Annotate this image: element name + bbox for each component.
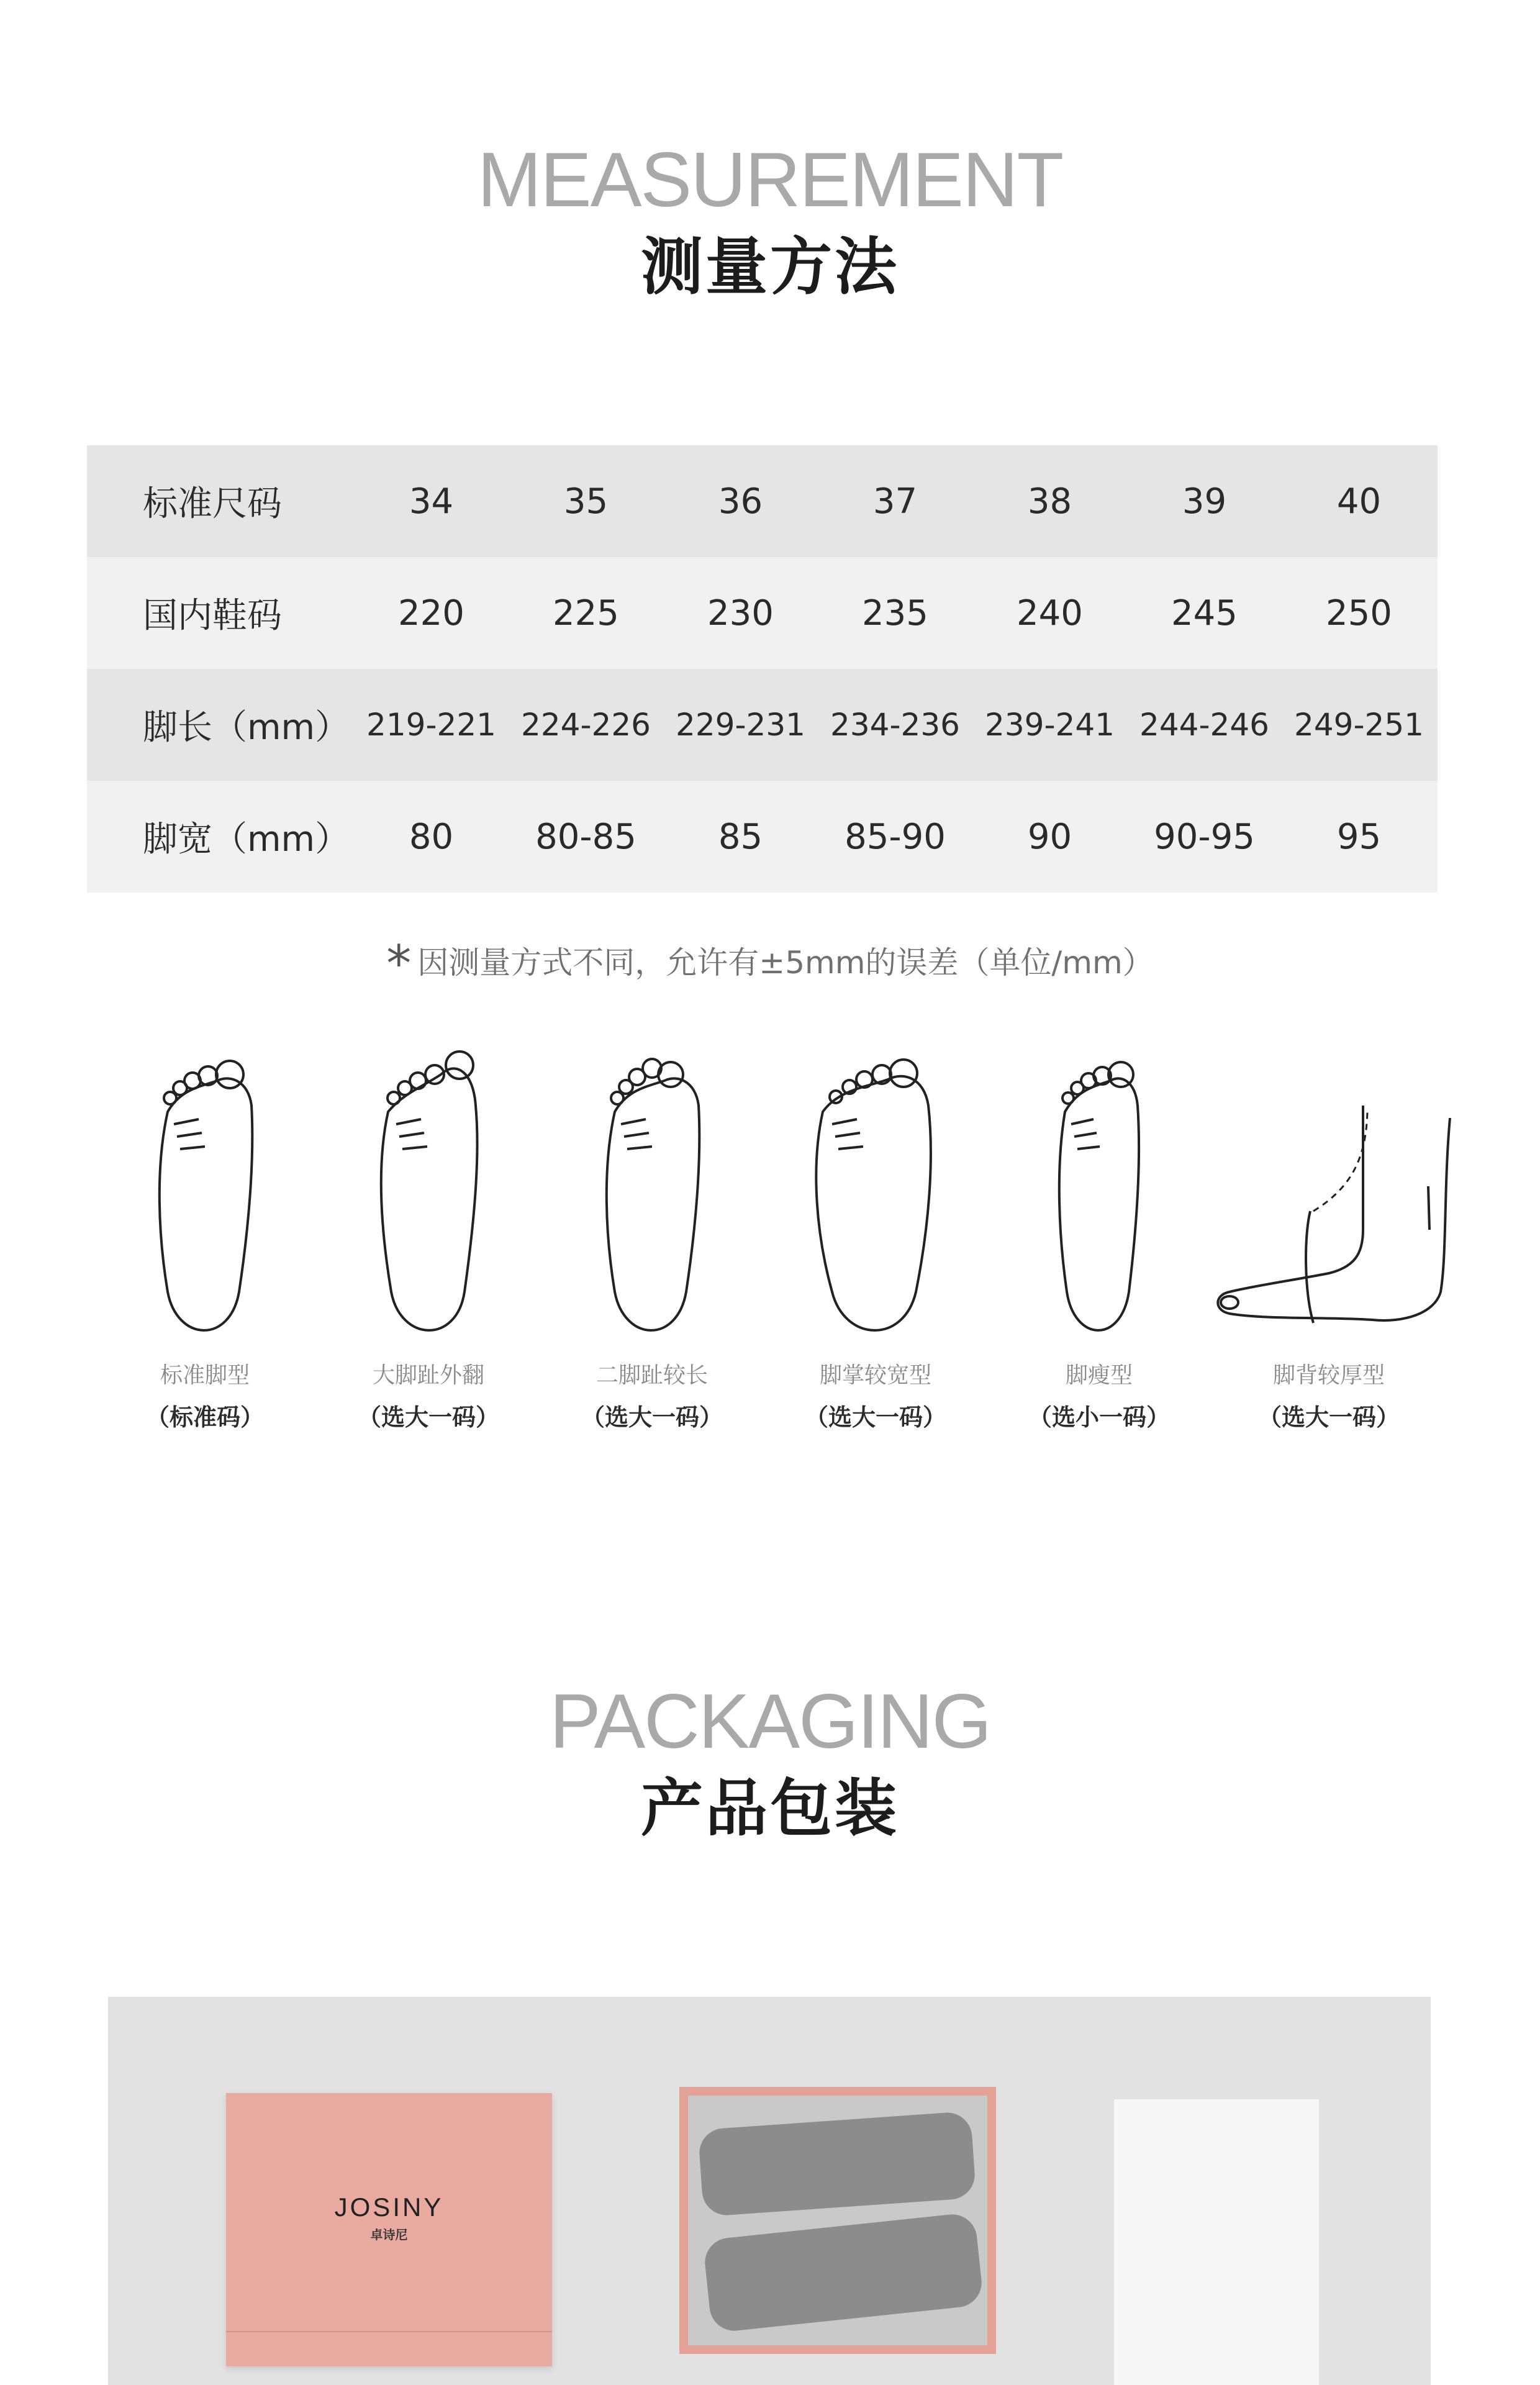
measurement-heading (0, 137, 1540, 303)
foot-type-name: 二脚趾较长 (596, 1363, 708, 1388)
foot-type-name: 大脚趾外翻 (372, 1363, 484, 1388)
table-cell: 240 (1017, 593, 1083, 634)
foot-type-name: 脚瘦型 (1065, 1363, 1133, 1388)
packaging-photo (108, 1997, 1431, 2385)
table-cell: 80 (409, 816, 454, 857)
table-cell: 249-251 (1294, 707, 1424, 743)
table-cell: 85-90 (845, 816, 946, 857)
foot-outline-icon (795, 1031, 956, 1354)
packaging-heading (0, 1679, 1540, 1845)
table-cell: 219-221 (366, 707, 496, 743)
row-label: 标准尺码 (143, 484, 282, 524)
foot-type-bunion (317, 1031, 540, 1432)
wrapped-shoe (698, 2111, 977, 2217)
table-cell: 239-241 (985, 707, 1115, 743)
size-row-standard (87, 445, 1438, 557)
foot-type-advice: （标准码） (145, 1404, 264, 1431)
foot-type-advice: （选大一码） (581, 1404, 723, 1431)
box-lid-edge (226, 2331, 552, 2332)
foot-type-advice: （选大一码） (1257, 1404, 1400, 1431)
brand-logo-cn: 卓诗尼 (370, 2227, 408, 2242)
table-cell: 40 (1336, 481, 1382, 522)
foot-type-advice: （选大一码） (804, 1404, 946, 1431)
foot-type-name: 脚掌较宽型 (819, 1363, 931, 1388)
row-label: 国内鞋码 (143, 596, 282, 636)
foot-type-diagrams (93, 1031, 1447, 1466)
shoe-box-open (679, 2087, 996, 2354)
table-cell: 234-236 (830, 707, 960, 743)
table-cell: 80-85 (535, 816, 636, 857)
table-cell: 225 (553, 593, 619, 634)
foot-outline-icon (578, 1031, 727, 1354)
box-interior (688, 2096, 987, 2345)
size-row-foot-width (87, 781, 1438, 893)
table-cell: 95 (1336, 816, 1382, 857)
table-cell: 34 (409, 481, 454, 522)
measurement-title-en: MEASUREMENT (477, 137, 1063, 223)
asterisk-icon: * (386, 935, 412, 993)
foot-outline-icon (130, 1031, 279, 1354)
foot-outline-icon (354, 1031, 503, 1354)
foot-type-high-instep (1205, 1031, 1453, 1432)
size-row-domestic (87, 557, 1438, 669)
table-cell: 244-246 (1139, 707, 1269, 743)
foot-type-long-second-toe (540, 1031, 764, 1432)
table-cell: 38 (1027, 481, 1072, 522)
foot-outline-icon (1031, 1031, 1167, 1354)
foot-side-icon (1205, 1031, 1453, 1354)
foot-type-standard (93, 1031, 317, 1432)
size-table (87, 445, 1438, 893)
table-cell: 250 (1326, 593, 1392, 634)
packaging-title-en: PACKAGING (549, 1679, 991, 1765)
table-cell: 39 (1182, 481, 1227, 522)
shoe-box-closed (226, 2093, 552, 2366)
table-cell: 230 (707, 593, 774, 634)
foot-type-slim (987, 1031, 1211, 1432)
foot-type-name: 标准脚型 (160, 1363, 250, 1388)
table-cell: 36 (718, 481, 763, 522)
note-text: 因测量方式不同，允许有±5mm的误差（单位/mm） (417, 945, 1154, 981)
table-cell: 37 (872, 481, 918, 522)
table-cell: 235 (862, 593, 928, 634)
table-cell: 90 (1027, 816, 1072, 857)
foot-type-advice: （选大一码） (357, 1404, 499, 1431)
measurement-note (0, 935, 1540, 993)
table-cell: 85 (718, 816, 763, 857)
foot-type-advice: （选小一码） (1028, 1404, 1170, 1431)
measurement-title-cn: 测量方法 (641, 230, 899, 303)
table-cell: 229-231 (676, 707, 805, 743)
brand-logo: JOSINY (334, 2192, 444, 2222)
size-row-foot-length (87, 669, 1438, 781)
dust-bag (1114, 2099, 1319, 2385)
foot-type-wide (764, 1031, 987, 1432)
table-cell: 220 (398, 593, 464, 634)
row-label: 脚长（mm） (143, 707, 350, 748)
packaging-title-cn: 产品包装 (641, 1772, 899, 1845)
foot-type-name: 脚背较厚型 (1272, 1363, 1385, 1388)
row-label: 脚宽（mm） (143, 819, 350, 860)
table-cell: 224-226 (521, 707, 651, 743)
table-cell: 245 (1171, 593, 1238, 634)
table-cell: 90-95 (1154, 816, 1255, 857)
table-cell: 35 (563, 481, 609, 522)
wrapped-shoe (702, 2212, 984, 2333)
